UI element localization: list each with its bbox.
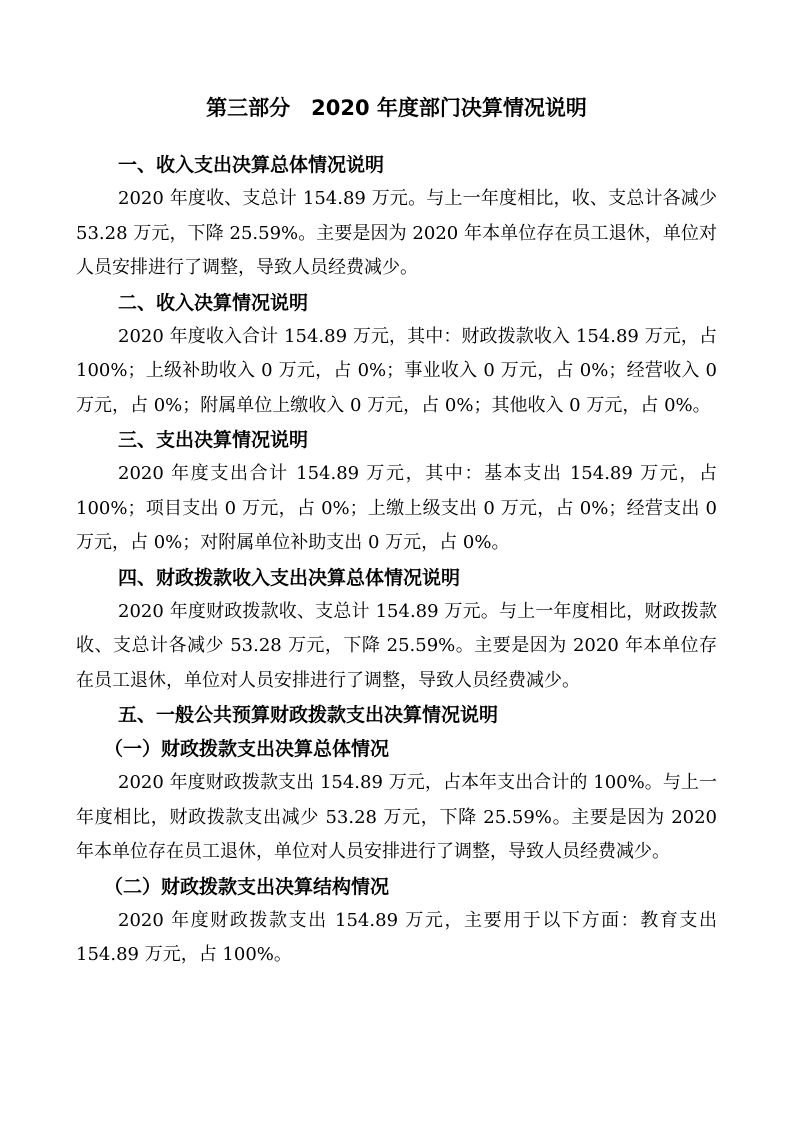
page-title: 第三部分 2020 年度部门决算情况说明 [206,96,587,120]
section-heading-income: 二、收入决算情况说明 [118,291,309,314]
subsection-heading-structure: （二）财政拨款支出决算结构情况 [104,875,390,898]
subsection-body-overall: 2020 年度财政拨款支出 154.89 万元，占本年支出合计的 100%。与上一年度相比，财政拨款支出减少 53.28 万元，下降 25.59%。主要是因为 2020 年本单位存在员工退休，单位对人员安排进行了调整，导致人员经费减少。 [76,772,717,862]
subsection-heading-overall: （一）财政拨款支出决算总体情况 [104,738,390,760]
section-body-income: 2020 年度收入合计 154.89 万元，其中：财政拨款收入 154.89 万元，占 100%；上级补助收入 0 万元，占 0%；事业收入 0 万元，占 0%；经营收入 0 万元，占 0%；附属单位上缴收入 0 万元，占 0%；其他收入 0 万元，占 0%。 [76,325,717,416]
section-heading-general-budget: 五、一般公共预算财政拨款支出决算情况说明 [118,704,499,726]
section-body-expenditure: 2020 年度支出合计 154.89 万元，其中：基本支出 154.89 万元，占 100%；项目支出 0 万元，占 0%；上缴上级支出 0 万元，占 0%；经营支出 0 万元，占 0%；对附属单位补助支出 0 万元，占 0%。 [76,463,717,553]
section-body-fiscal-appropriation: 2020 年度财政拨款收、支总计 154.89 万元。与上一年度相比，财政拨款收、支总计各减少 53.28 万元，下降 25.59%。主要是因为 2020 年本单位存在员工退休，单位对人员安排进行了调整，导致人员经费减少。 [76,600,717,691]
section-heading-fiscal-appropriation: 四、财政拨款收入支出决算总体情况说明 [118,566,461,589]
section-heading-expenditure: 三、支出决算情况说明 [118,429,309,451]
section-heading-income-expenditure-overall: 一、收入支出决算总体情况说明 [118,154,385,176]
section-body-income-expenditure-overall: 2020 年度收、支总计 154.89 万元。与上一年度相比，收、支总计各减少 53.28 万元，下降 25.59%。主要是因为 2020 年本单位存在员工退休，单位对人员安排进行了调整，导致人员经费减少。 [76,188,717,278]
subsection-body-structure: 2020 年度财政拨款支出 154.89 万元，主要用于以下方面：教育支出 154.89 万元，占 100%。 [76,909,717,965]
